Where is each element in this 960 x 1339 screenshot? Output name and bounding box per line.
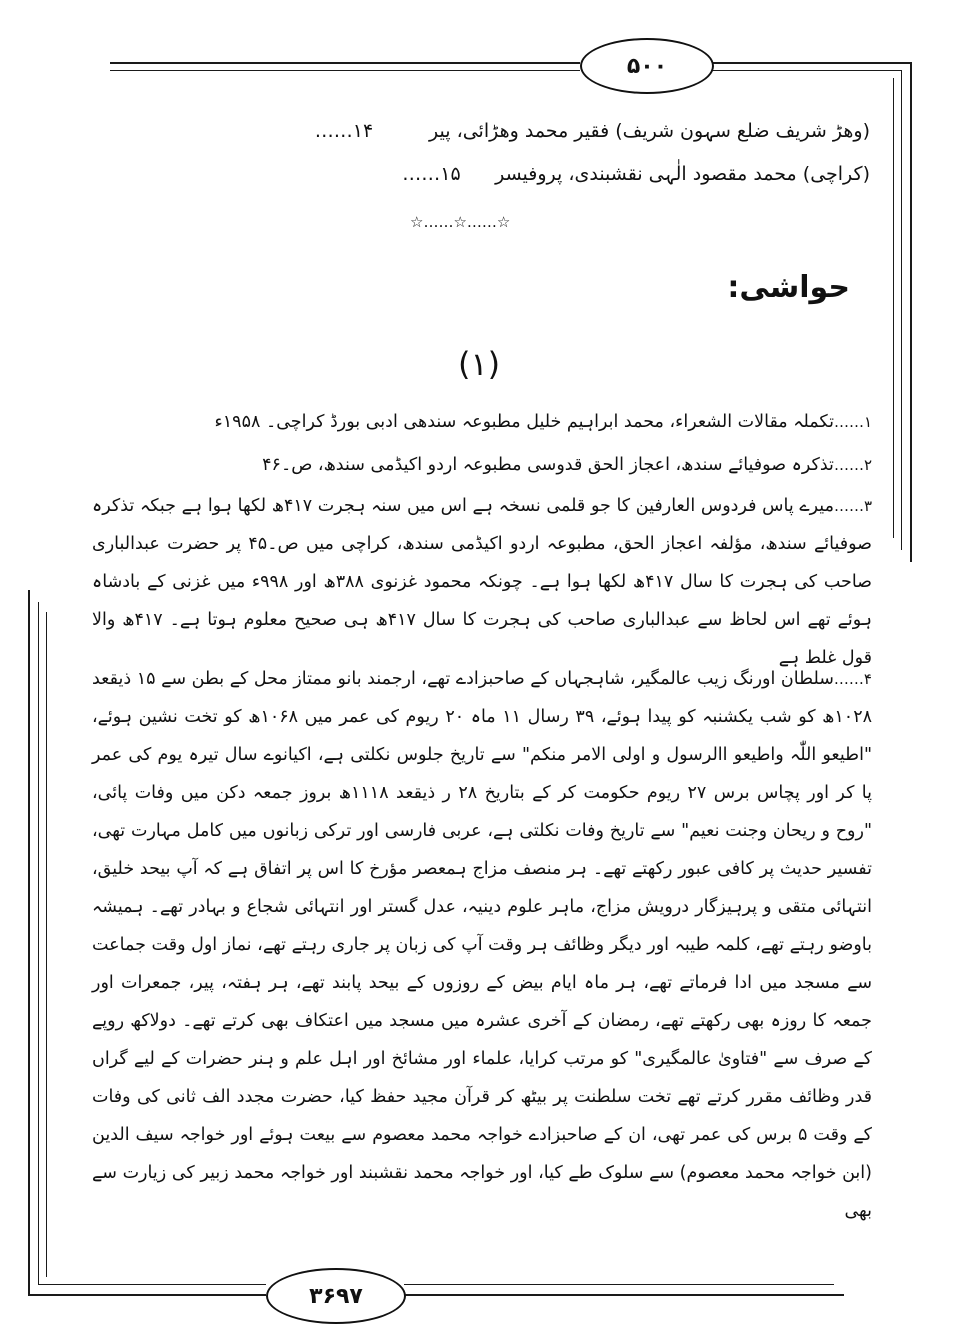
frame-left-line-3 (46, 612, 47, 1277)
frame-top-right-line-1 (712, 62, 912, 64)
frame-right-line-2 (901, 70, 902, 550)
frame-left-line-1 (28, 590, 30, 1295)
footnote-2-number: ۲…… (833, 456, 872, 474)
footnote-2 (92, 446, 872, 484)
footnote-2-text: تذکرہ صوفیائے سندھ، اعجاز الحق قدوسی مطبوعہ اردو اکیڈمی سندھ، ص۔۴۶ (262, 455, 834, 475)
top-page-number (580, 38, 714, 94)
footnote-3-number: ۳…… (833, 497, 873, 515)
footnote-4-number: ۴…… (833, 670, 872, 688)
entry-15-name: محمد مقصود الٰہی نقشبندی، پروفیسر (495, 163, 797, 185)
frame-top-right-line-2 (712, 70, 902, 71)
footnote-4 (92, 660, 872, 1230)
frame-left-line-2 (38, 602, 39, 1285)
star-divider: ☆……☆……☆ (410, 213, 511, 231)
frame-bottom-line-1 (28, 1294, 266, 1296)
frame-right-line-1 (910, 62, 912, 562)
frame-bottom-right-line-1 (404, 1294, 844, 1296)
footnote-3 (92, 487, 872, 677)
top-page-number-text: ۵۰۰ (626, 53, 668, 79)
frame-right-line-3 (893, 78, 894, 538)
entry-15-place: (کراچی) (802, 163, 870, 185)
footnote-1-number: ۱…… (833, 413, 872, 431)
footnote-1 (92, 403, 872, 441)
frame-top-line-2 (110, 70, 580, 71)
entry-15 (401, 163, 870, 185)
bottom-page-number-text: ۳۶۹۷ (309, 1283, 363, 1309)
bottom-page-number (266, 1268, 406, 1324)
footnotes-heading: حواشی: (727, 270, 850, 305)
frame-bottom-line-2 (38, 1284, 266, 1285)
entry-14-place: (وھڑ شریف ضلع سہون شریف) (615, 120, 870, 142)
entry-14-name: فقیر محمد وھڑائی، پیر (429, 120, 610, 142)
footnote-1-text: تکملہ مقالات الشعراء، محمد ابراہیم خلیل مطبوعہ سندھی ادبی بورڈ کراچی۔ ۱۹۵۸ء (214, 412, 834, 432)
frame-bottom-right-line-2 (404, 1284, 834, 1285)
entry-14-number: ۱۴…… (314, 120, 374, 142)
footnote-3-text: میرے پاس فردوس العارفین کا جو قلمی نسخہ ہے اس میں سنہ ہجرت ۴۱۷ھ لکھا ہوا ہے جبکہ تذکرہ صوفیائے سندھ، مؤلفہ اعجاز الحق، مطبوعہ اردو اکیڈمی سندھ، کراچی میں ص۔۴۵ پر حضرت عبدالباری صاحب کی ہجرت کا سال ۴۱۷ھ لکھا ہوا ہے۔ چونکہ محمود غزنوی ۳۸۸ھ اور ۹۹۸ء میں غزنی کے بادشاہ ہوئے تھے اس لحاظ سے عبدالباری صاحب کی ہجرت کا سال ۴۱۷ھ ہی صحیح معلوم ہوتا ہے۔ ۴۱۷ھ والا قول غلط ہے (92, 496, 873, 668)
section-number: (۱) (458, 345, 501, 383)
entry-14 (313, 120, 870, 142)
entry-15-number: ۱۵…… (402, 163, 461, 185)
footnote-4-text: سلطان اورنگ زیب عالمگیر، شاہجہاں کے صاحبزادے تھے، ارجمند بانو ممتاز محل کے بطن سے ۱۵ ذیقعد ۱۰۲۸ھ کو شب یکشنبہ کو پیدا ہوئے، ۳۹ رسال ۱۱ ماہ ۲۰ ریوم کی عمر میں ۱۰۶۸ھ کو تخت نشین ہوئے، "اطیعو اللّٰہ واطیعو االرسول و اولی الامر منکم" سے تاریخ جلوس نکلتی ہے، اکیانوے سال تیرہ یوم کی عمر پا کر اور پچاس برس ۲۷ ریوم حکومت کر کے بتاریخ ۲۸ ر ذیقعد ۱۱۱۸ھ بروز جمعہ دکن میں وفات پائی، "روح و ریحان وجنت نعیم" سے تاریخ وفات نکلتی ہے، عربی فارسی اور ترکی زبانوں میں کامل مہارت تھی، تفسیر حدیث پر کافی عبور رکھتے تھے۔ ہر منصف مزاج ہمعصر مؤرخ کا اس پر اتفاق ہے کہ آپ بیحد خلیق، انتہائی متقی و پرہیزگار درویش مزاج، ماہر علوم دینیہ، عدل گستر اور انتہائی شجاع و بہادر تھے۔ ہمیشہ باوضو رہتے تھے، کلمہ طیبہ اور دیگر وظائف ہر وقت آپ کی زبان پر جاری رہتے تھے، نماز اول وقت جماعت سے مسجد میں ادا فرماتے تھے، ہر ماہ ایام بیض کے روزوں کے بیحد پابند تھے، ہر ہفتہ، پیر، جمعرات اور جمعہ کا روزہ بھی رکھتے تھے، رمضان کے آخری عشرہ میں مسجد میں اعتکاف بھی کرتے تھے۔ دولاکھ روپے کے صرف سے "فتاویٰ عالمگیری" کو مرتب کرایا، علماء اور مشائخ اور اہل علم و ہنر حضرات کے لیے گراں قدر وظائف مقرر کرتے تھے تخت سلطنت پر بیٹھ کر قرآن مجید حفظ کیا، حضرت مجدد الف ثانی کی وفات کے وقت ۵ برس کی عمر تھی، ان کے صاحبزادے خواجہ محمد معصوم سے بیعت ہوئے اور خواجہ سیف الدین (ابن خواجہ محمد معصوم) سے سلوک طے کیا، اور خواجہ محمد نقشبند اور خواجہ محمد زبیر کی زیارت سے بھی (92, 669, 872, 1221)
frame-top-line-1 (110, 62, 580, 64)
